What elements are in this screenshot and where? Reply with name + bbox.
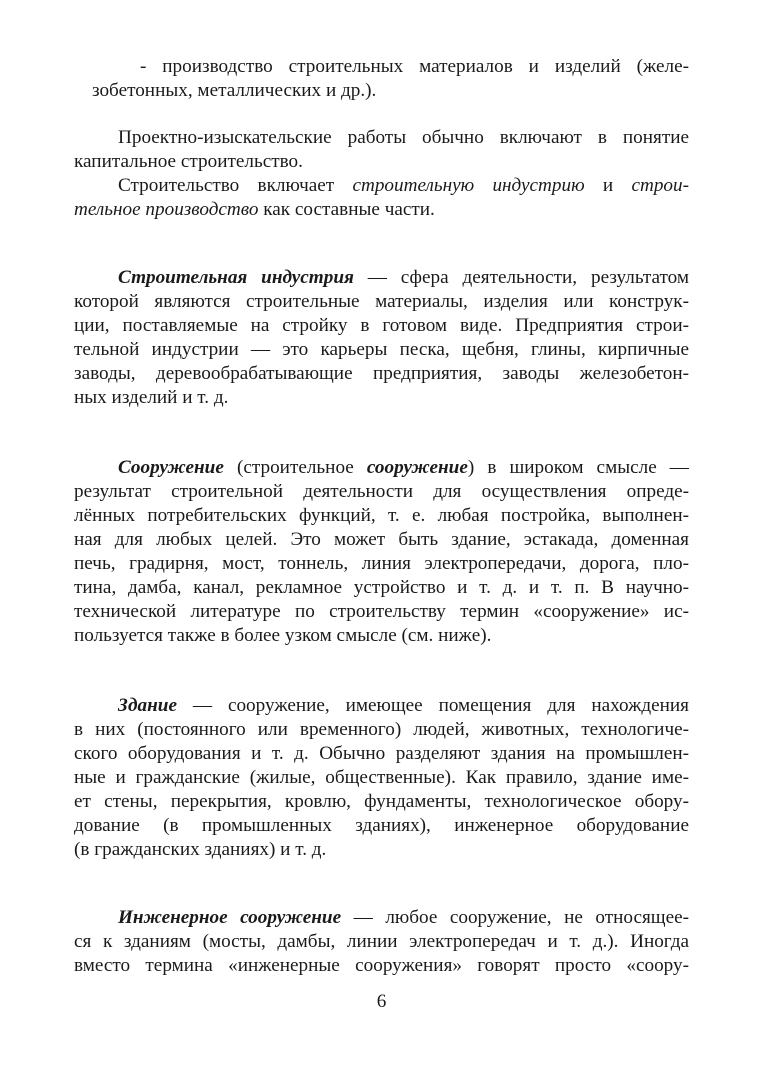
- definition-line: ет стены, перекрытия, кровлю, фундаменты, технологическое обору-: [74, 791, 689, 812]
- definition-line: дование (в промышленных зданиях), инженерное оборудование: [74, 815, 689, 836]
- definition-line: ных изделий и т. д.: [74, 387, 229, 408]
- definition-line: результат строительной деятельности для осуществления опреде-: [74, 481, 689, 502]
- page-number: 6: [376, 991, 387, 1012]
- definition-line: тина, дамба, канал, рекламное устройство и т. д. и т. п. В научно-: [74, 577, 689, 598]
- definition-line: в них (постоянного или временного) людей, животных, технологиче-: [74, 719, 689, 740]
- definition-line: пользуется также в более узком смысле (см. ниже).: [74, 625, 492, 646]
- definition-line: ского оборудования и т. д. Обычно разделяют здания на промышлен-: [74, 743, 689, 764]
- definition-line: ная для любых целей. Это может быть здание, эстакада, доменная: [74, 529, 689, 550]
- definition-line: Здание — сооружение, имеющее помещения для нахождения: [118, 695, 689, 716]
- definition-line: (в гражданских зданиях) и т. д.: [74, 839, 327, 860]
- defined-term: Сооружение: [118, 457, 224, 478]
- paragraph-line: Строительство включает строительную индустрию и строи-: [118, 175, 689, 196]
- definition-line: Инженерное сооружение — любое сооружение, не относящее-: [118, 907, 689, 928]
- definition-line: тельной индустрии — это карьеры песка, щебня, глины, кирпичные: [74, 339, 689, 360]
- definition-line: печь, градирня, мост, тоннель, линия электропередачи, дорога, пло-: [74, 553, 689, 574]
- defined-term: сооружение: [366, 457, 468, 478]
- definition-line: ные и гражданские (жилые, общественные). Как правило, здание име-: [74, 767, 689, 788]
- definition-line: заводы, деревообрабатывающие предприятия, заводы железобетон-: [74, 363, 689, 384]
- paragraph-line: тельное производство как составные части.: [74, 199, 435, 220]
- italic-term: строительную индустрию: [352, 175, 585, 196]
- list-item-line: - производство строительных материалов и изделий (желе-: [140, 56, 689, 77]
- definition-line: ции, поставляемые на стройку в готовом виде. Предприятия строи-: [74, 315, 689, 336]
- paragraph-line: Проектно-изыскательские работы обычно включают в понятие: [118, 127, 689, 148]
- defined-term: Здание: [118, 695, 177, 716]
- defined-term: Инженерное сооружение: [118, 907, 342, 928]
- italic-term: тельное производство: [74, 199, 259, 220]
- definition-line: технической литературе по строительству термин «сооружение» ис-: [74, 601, 689, 622]
- definition-line: вместо термина «инженерные сооружения» говорят просто «соору-: [74, 955, 689, 976]
- definition-line: Строительная индустрия — сфера деятельности, результатом: [118, 267, 689, 288]
- defined-term: Строительная индустрия: [118, 267, 354, 288]
- italic-term: строи-: [631, 175, 689, 196]
- list-item-line: зобетонных, металлических и др.).: [92, 80, 377, 101]
- definition-line: лённых потребительских функций, т. е. любая постройка, выполнен-: [74, 505, 689, 526]
- definition-line: которой являются строительные материалы, изделия или конструк-: [74, 291, 689, 312]
- definition-line: Сооружение (строительное сооружение) в широком смысле —: [118, 457, 689, 478]
- definition-line: ся к зданиям (мосты, дамбы, линии электропередач и т. д.). Иногда: [74, 931, 689, 952]
- paragraph-line: капитальное строительство.: [74, 151, 303, 172]
